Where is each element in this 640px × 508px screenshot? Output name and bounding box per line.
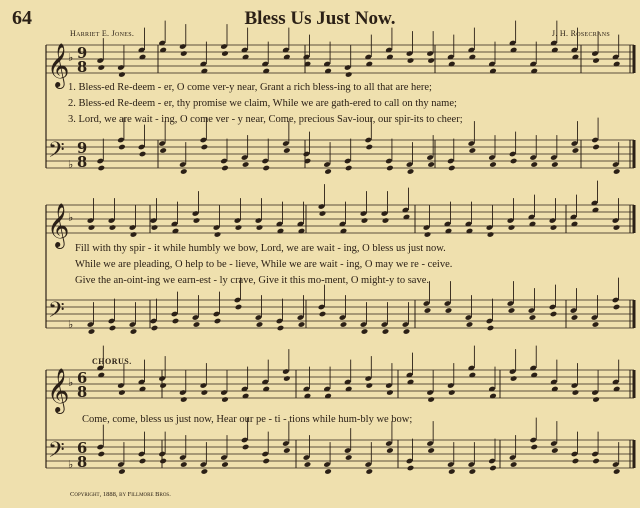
system-3-treble-note [510, 375, 518, 382]
system-2-bass-note [235, 304, 243, 311]
system-2-bass-note [424, 307, 432, 314]
system-3-treble-time-signature: 8 [77, 384, 88, 401]
system-3-treble-note [572, 389, 580, 396]
system-1-bass-clef-icon: 𝄢 [48, 138, 65, 168]
system-2-bass-note [487, 325, 495, 332]
system-1-bass-note [613, 168, 621, 175]
page-number: 64 [12, 7, 32, 29]
system-3-treble-note [221, 396, 229, 403]
credit-lyricist: Harriet E. Jones. [70, 29, 135, 38]
system-1-bass-note [283, 147, 291, 154]
system-2-bass-key-flat-icon: ♭ [68, 318, 74, 331]
system-2-treble-clef-icon: 𝄞 [47, 203, 70, 247]
system-3-bass-note [118, 468, 126, 475]
system-2-bass-note [319, 311, 327, 318]
system-3-bass-note [283, 447, 291, 454]
chorus-label: CHORUS. [92, 357, 132, 366]
system-2-treble-note [550, 224, 558, 231]
system-2-bass-note [613, 304, 621, 311]
system-1-bass-note [448, 165, 456, 172]
system-3-treble-note [180, 396, 188, 403]
system-1-bass-note [572, 147, 580, 154]
system-3-bass-note [572, 458, 580, 465]
system-2-treble-note [235, 224, 243, 231]
system-1-treble-note [427, 57, 435, 64]
system-3-bass-key-flat-icon: ♭ [68, 458, 74, 471]
system-2-treble-note [487, 231, 495, 238]
system-1-bass-note [139, 151, 147, 158]
system-1-bass-note [118, 144, 126, 151]
system-2-bass-note [508, 307, 516, 314]
system-1-bass-note [180, 168, 188, 175]
system-3-treble-note [448, 389, 456, 396]
system-2-treble-note [214, 231, 222, 238]
system-3-bass-note [345, 454, 353, 461]
system-3-treble-note [386, 389, 394, 396]
system-2-treble-note [88, 224, 96, 231]
system-2-treble-note [508, 224, 516, 231]
system-2-treble-note [382, 217, 390, 224]
system-3-treble-note [427, 396, 435, 403]
system-2-bass-note [550, 311, 558, 318]
system-1-bass-note [592, 144, 600, 151]
system-3-bass-note [221, 461, 229, 468]
system-1-bass-note [489, 161, 497, 168]
hymn-title: Bless Us Just Now. [244, 8, 396, 29]
system-1-bass-note [262, 165, 270, 172]
system-3-bass-clef-icon: 𝄢 [48, 438, 65, 468]
system-1-bass-note [469, 147, 477, 154]
system-1-bass-note [324, 168, 332, 175]
verse-1-line-1: 1. Bless-ed Re-deem - er, O come ver-y near, Grant a rich bless-ing to all that are here; [68, 82, 432, 93]
system-1-bass-note [201, 144, 209, 151]
system-1-bass-note [345, 165, 353, 172]
system-2-treble-note [424, 231, 432, 238]
system-2-bass-note [382, 328, 390, 335]
system-3-bass-note [98, 451, 106, 458]
system-2-treble-note [193, 217, 201, 224]
system-3-treble-key-flat-icon: ♭ [68, 376, 74, 389]
system-3-bass-note [366, 468, 374, 475]
system-2-treble-note [361, 217, 369, 224]
system-1-bass-note [221, 165, 229, 172]
system-1-bass-note [551, 161, 559, 168]
system-3-treble-note [118, 389, 126, 396]
verse-3-line-2: Give the an-oint-ing we earn-est - ly crave, Give it this mo-ment, O might-y to save. [75, 275, 429, 286]
system-3-bass-note [304, 461, 312, 468]
system-3-bass-time-signature: 8 [77, 454, 88, 471]
system-2-treble-note [109, 224, 117, 231]
system-3-bass-time-signature: 6 [77, 440, 88, 457]
system-2-bass-note [445, 307, 453, 314]
system-1-treble-note [221, 50, 229, 57]
system-2-bass-clef-icon: 𝄢 [48, 298, 65, 328]
system-3-bass-note [489, 465, 497, 472]
system-3-bass-note [324, 468, 332, 475]
verse-3-line-1: 3. Lord, we are wait - ing, O come ver - y near, Come, precious Sav-iour, our spir-its to cheer; [68, 114, 463, 125]
system-2-bass-note [214, 318, 222, 325]
system-3-bass-note [407, 465, 415, 472]
system-3-bass-note [469, 468, 477, 475]
system-1-bass-note [407, 168, 415, 175]
system-2-treble-note [319, 210, 327, 217]
chorus-lyric: Come, come, bless us just now, Hear our pe - ti - tions while hum-bly we bow; [82, 414, 413, 425]
system-2-bass-note [151, 325, 159, 332]
system-1-treble-note [345, 71, 353, 78]
system-3-bass-note [613, 468, 621, 475]
system-1-bass-time-signature: 9 [77, 140, 88, 157]
system-2-bass-note [193, 321, 201, 328]
system-2-bass-note [403, 328, 411, 335]
system-3-bass-note [180, 461, 188, 468]
system-2-bass-note [256, 321, 264, 328]
system-2-bass-note [592, 321, 600, 328]
system-3-bass-note [262, 458, 270, 465]
system-1-treble-time-signature: 8 [77, 59, 88, 76]
system-1-treble-key-flat-icon: ♭ [68, 51, 74, 64]
system-3-bass-note [551, 447, 559, 454]
system-1-treble-note [180, 50, 188, 57]
system-3-bass-note [448, 468, 456, 475]
system-3-bass-note [592, 458, 600, 465]
system-2-bass-note [109, 325, 117, 332]
system-1-bass-note [98, 165, 106, 172]
system-2-bass-note [88, 328, 96, 335]
system-2-treble-note [613, 224, 621, 231]
system-2-bass-note [298, 321, 306, 328]
verse-2-line-1: 2. Bless-ed Re-deem - er, thy promise we claim, While we are gath-ered to call on thy name; [68, 98, 457, 109]
system-1-bass-note [530, 161, 538, 168]
system-1-treble-note [98, 64, 106, 71]
credit-composer: J. H. Rosecrans [551, 29, 610, 38]
system-3-treble-note [201, 389, 209, 396]
system-1-bass-note [427, 161, 435, 168]
system-3-bass-note [530, 444, 538, 451]
system-3-bass-note [427, 447, 435, 454]
system-3-treble-note [592, 396, 600, 403]
system-1-bass-key-flat-icon: ♭ [68, 158, 74, 171]
system-3-bass-note [201, 468, 209, 475]
system-2-treble-note [151, 224, 159, 231]
system-1-treble-clef-icon: 𝄞 [47, 43, 70, 87]
verse-1-line-2: Fill with thy spir - it while humbly we bow, Lord, we are wait - ing, O bless us just now. [75, 243, 446, 254]
system-1-treble-time-signature: 9 [77, 45, 88, 62]
system-1-treble-note [407, 57, 415, 64]
system-1-bass-note [242, 161, 250, 168]
system-1-bass-note [510, 158, 518, 165]
system-1-treble-note [118, 71, 126, 78]
system-3-treble-note [159, 382, 167, 389]
copyright-notice: Copyright, 1888, by Fillmore Bros. [70, 491, 171, 498]
system-2-bass-note [466, 321, 474, 328]
system-3-treble-clef-icon: 𝄞 [47, 368, 70, 412]
system-2-bass-note [340, 321, 348, 328]
system-3-bass-note [242, 444, 250, 451]
system-3-bass-note [510, 461, 518, 468]
system-1-bass-note [386, 165, 394, 172]
system-2-bass-note [571, 314, 579, 321]
system-1-bass-note [159, 147, 167, 154]
system-1-bass-time-signature: 8 [77, 154, 88, 171]
system-3-treble-note [366, 382, 374, 389]
system-3-treble-time-signature: 6 [77, 370, 88, 387]
system-2-treble-key-flat-icon: ♭ [68, 211, 74, 224]
system-3-bass-note [159, 458, 167, 465]
system-3-treble-note [283, 375, 291, 382]
verse-2-line-2: While we are pleading, O help to be - lieve, While we are wait - ing, O may we re - ceive. [75, 259, 453, 270]
system-1-treble-note [592, 57, 600, 64]
system-2-treble-note [130, 231, 138, 238]
system-2-bass-note [130, 328, 138, 335]
system-2-treble-note [256, 224, 264, 231]
system-2-bass-note [529, 314, 537, 321]
system-2-bass-note [277, 325, 285, 332]
system-1-bass-note [366, 144, 374, 151]
system-3-bass-note [139, 458, 147, 465]
system-2-bass-note [361, 328, 369, 335]
system-2-bass-note [172, 318, 180, 325]
system-3-bass-note [386, 447, 394, 454]
